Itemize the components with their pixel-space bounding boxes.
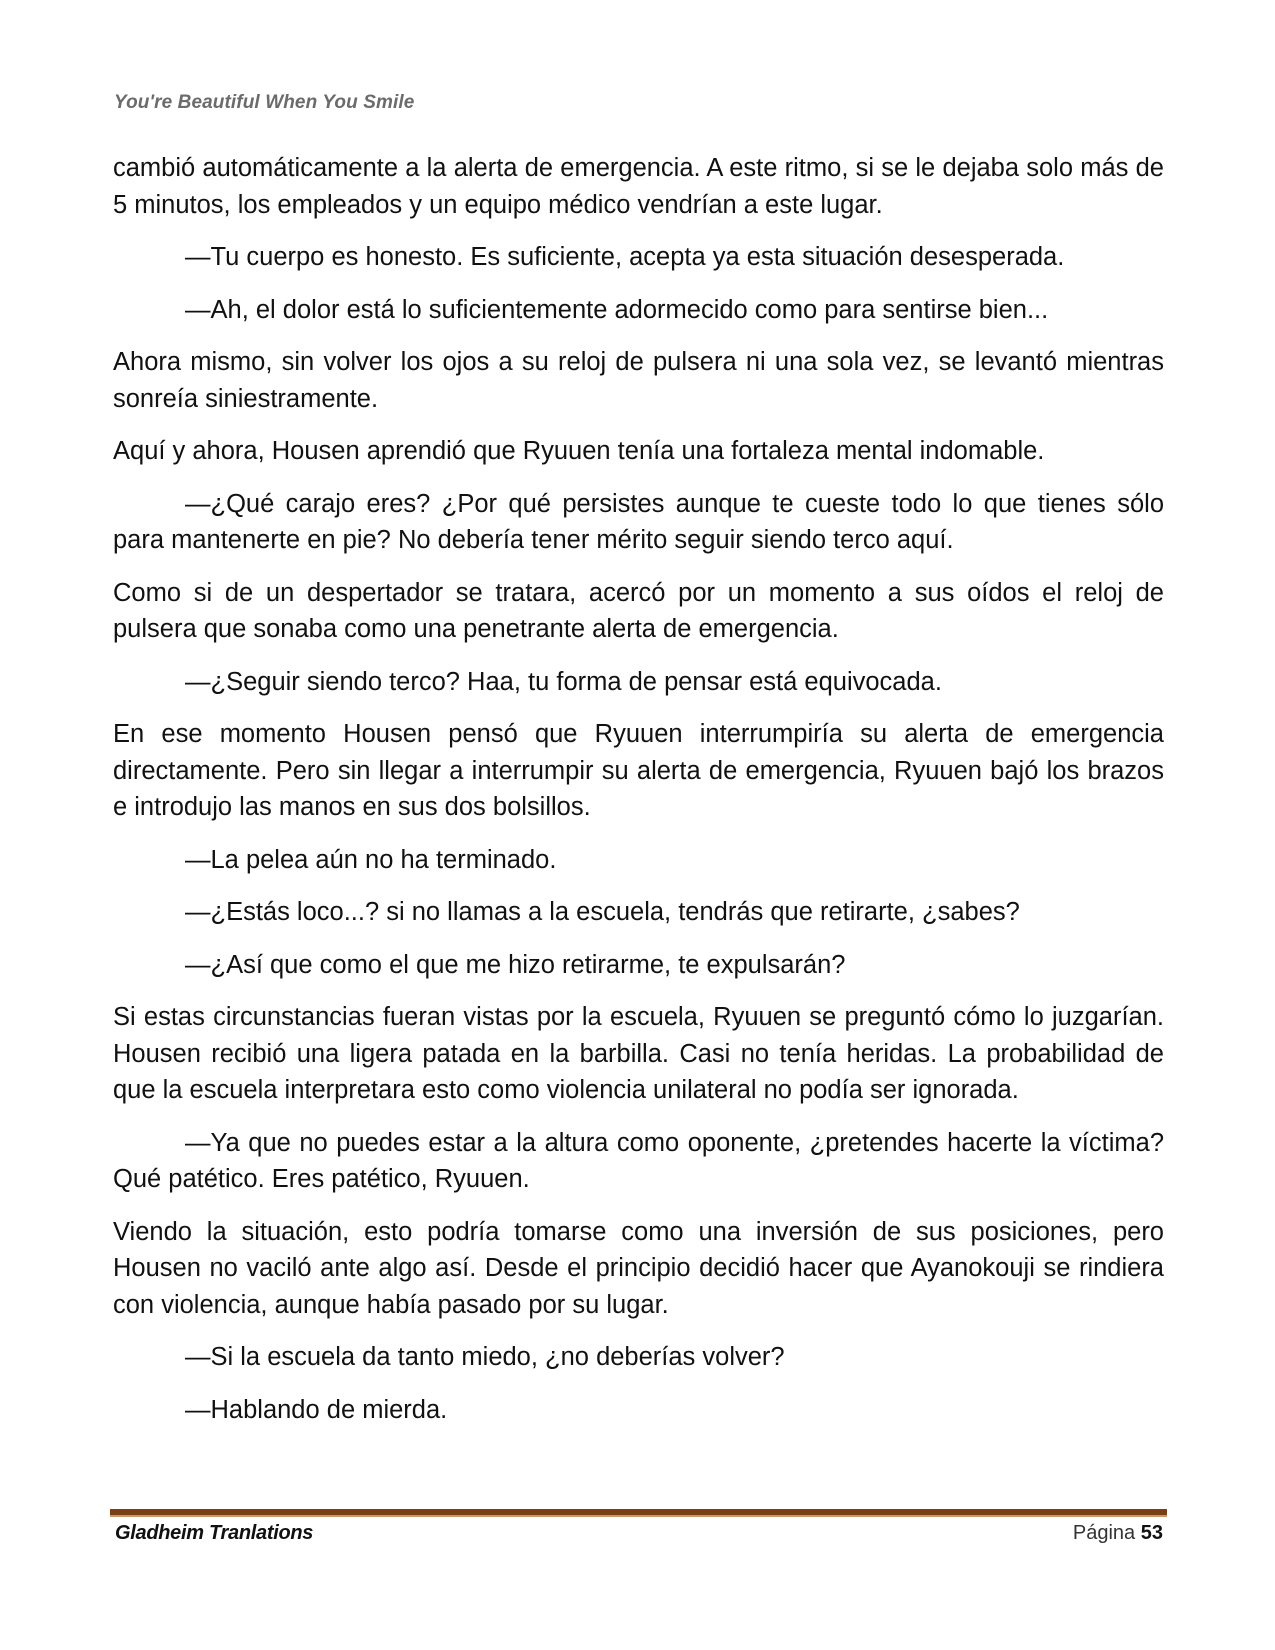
dialogue-paragraph: —¿Seguir siendo terco? Haa, tu forma de pensar está equivocada. <box>185 667 942 696</box>
footer-page-indicator <box>1073 1522 1163 1545</box>
dialogue-paragraph: —Tu cuerpo es honesto. Es suficiente, acepta ya esta situación desesperada. <box>185 243 1065 271</box>
dialogue-paragraph: —Ya que no puedes estar a la altura como oponente, ¿pretendes hacerte la víctima? Qué patético. Eres patético, Ryuuen. <box>113 1128 1164 1193</box>
dialogue-paragraph: —La pelea aún no ha terminado. <box>185 845 557 874</box>
footer-publisher: Gladheim Tranlations <box>115 1522 314 1544</box>
paragraph: Si estas circunstancias fueran vistas por la escuela, Ryuuen se preguntó cómo lo juzgarían. Housen recibió una ligera patada en la barbilla. Casi no tenía heridas. La probabilidad de que la escuela interpretara esto como violencia unilateral no podía ser ignorada. <box>113 1003 1164 1104</box>
paragraph: cambió automáticamente a la alerta de emergencia. A este ritmo, si se le dejaba solo más de 5 minutos, los empleados y un equipo médico vendrían a este lugar. <box>113 154 1164 219</box>
dialogue-paragraph: —Ah, el dolor está lo suficientemente adormecido como para sentirse bien... <box>185 295 1049 324</box>
paragraph: Viendo la situación, esto podría tomarse como una inversión de sus posiciones, pero Housen no vaciló ante algo así. Desde el principio decidió hacer que Ayanokouji se rindiera con violencia, aunque había pasado por su lugar. <box>113 1217 1164 1319</box>
page-number: 53 <box>1140 1522 1163 1544</box>
paragraph: Como si de un despertador se tratara, acercó por un momento a sus oídos el reloj de pulsera que sonaba como una penetrante alerta de emergencia. <box>113 578 1164 643</box>
page-label: Página <box>1072 1522 1136 1544</box>
dialogue-paragraph: —¿Qué carajo eres? ¿Por qué persistes aunque te cueste todo lo que tienes sólo para mantenerte en pie? No debería tener mérito seguir siendo terco aquí. <box>113 489 1164 554</box>
paragraph: En ese momento Housen pensó que Ryuuen interrumpiría su alerta de emergencia directamente. Pero sin llegar a interrumpir su alerta de emergencia, Ryuuen bajó los brazos e introdujo las manos en sus dos bolsillos. <box>113 720 1164 821</box>
dialogue-paragraph: —¿Estás loco...? si no llamas a la escuela, tendrás que retirarte, ¿sabes? <box>185 898 1020 926</box>
dialogue-paragraph: —Hablando de mierda. <box>185 1395 448 1424</box>
running-header-title: You're Beautiful When You Smile <box>114 92 415 113</box>
page-body <box>113 150 1164 1444</box>
dialogue-paragraph: —Si la escuela da tanto miedo, ¿no deberías volver? <box>185 1343 785 1371</box>
footer-divider <box>110 1509 1167 1517</box>
paragraph: Aquí y ahora, Housen aprendió que Ryuuen tenía una fortaleza mental indomable. <box>113 437 1045 465</box>
dialogue-paragraph: —¿Así que como el que me hizo retirarme, te expulsarán? <box>185 950 846 979</box>
paragraph: Ahora mismo, sin volver los ojos a su reloj de pulsera ni una sola vez, se levantó mientras sonreía siniestramente. <box>113 348 1164 413</box>
